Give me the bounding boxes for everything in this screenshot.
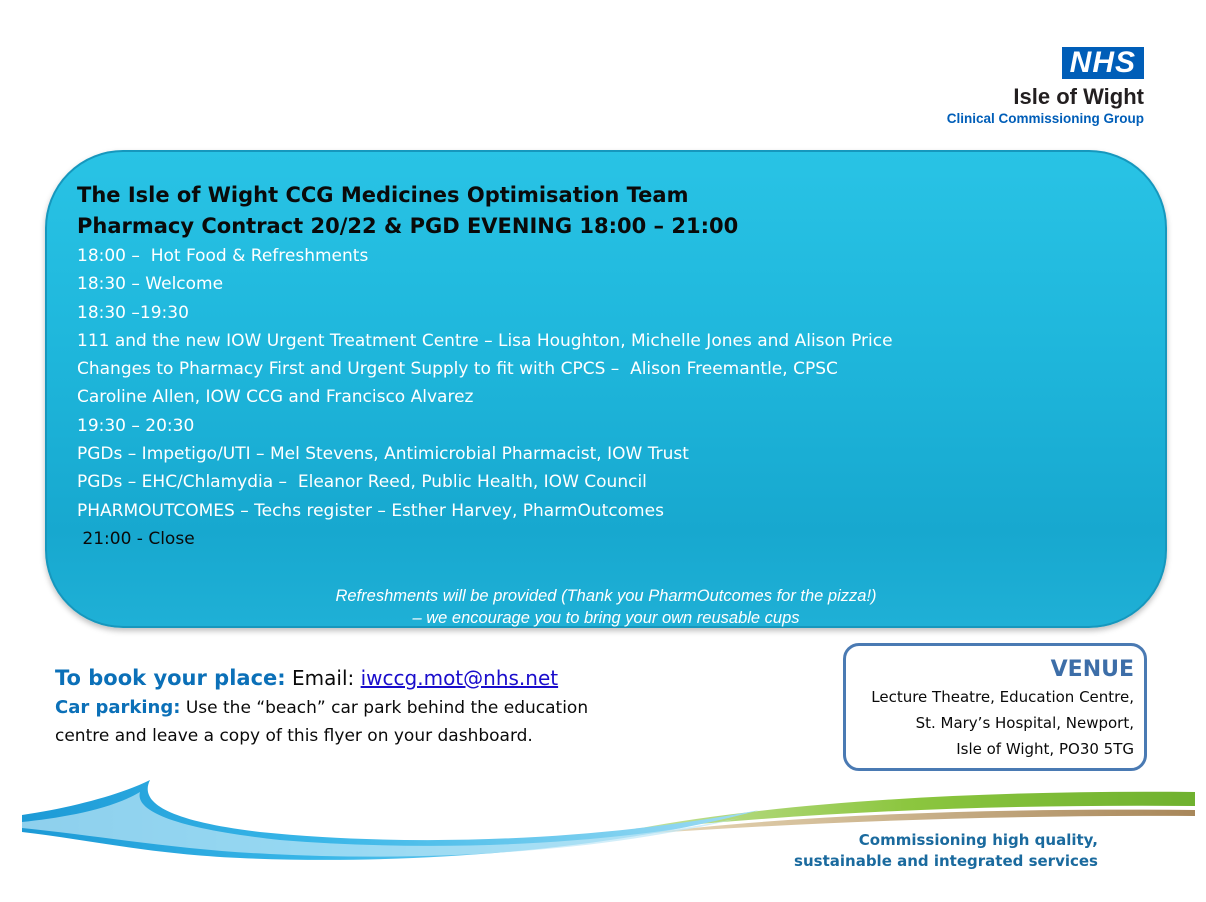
- org-name: Isle of Wight: [1013, 84, 1144, 109]
- programme-title: The Isle of Wight CCG Medicines Optimisation Team: [77, 183, 689, 207]
- agenda-item: PGDs – Impetigo/UTI – Mel Stevens, Antimicrobial Pharmacist, IOW Trust: [77, 444, 689, 465]
- venue-line: Isle of Wight, PO30 5TG: [956, 740, 1134, 758]
- booking-label: To book your place:: [55, 666, 286, 690]
- parking-line: centre and leave a copy of this flyer on your dashboard.: [55, 726, 533, 746]
- agenda-item: PGDs – EHC/Chlamydia – Eleanor Reed, Public Health, IOW Council: [77, 472, 647, 493]
- email-link[interactable]: iwccg.mot@nhs.net: [360, 666, 559, 690]
- agenda-item: 19:30 – 20:30: [77, 415, 195, 436]
- org-subtitle: Clinical Commissioning Group: [946, 111, 1144, 126]
- booking-line: [55, 662, 775, 694]
- venue-line: St. Mary’s Hospital, Newport,: [915, 714, 1134, 732]
- agenda-item: PHARMOUTCOMES – Techs register – Esther Harvey, PharmOutcomes: [77, 500, 664, 521]
- nhs-logo: [947, 47, 1144, 127]
- tagline-line: Commissioning high quality,: [858, 831, 1098, 849]
- refreshments-note-line: – we encourage you to bring your own reusable cups: [412, 609, 800, 627]
- venue-box: [843, 643, 1147, 771]
- footer-tagline: [794, 830, 1098, 872]
- programme-content: [77, 180, 1137, 553]
- venue-title: VENUE: [1050, 657, 1134, 682]
- refreshments-note-line: Refreshments will be provided (Thank you PharmOutcomes for the pizza!): [335, 587, 877, 605]
- venue-line: Lecture Theatre, Education Centre,: [871, 688, 1134, 706]
- tagline-line: sustainable and integrated services: [794, 852, 1098, 870]
- parking-line: [55, 694, 775, 722]
- agenda-item: Changes to Pharmacy First and Urgent Supply to fit with CPCS – Alison Freemantle, CPSC: [77, 359, 838, 380]
- agenda-item: 111 and the new IOW Urgent Treatment Centre – Lisa Houghton, Michelle Jones and Alison Price: [77, 330, 893, 351]
- agenda-item: 21:00 - Close: [77, 528, 195, 549]
- programme-panel: [45, 150, 1167, 628]
- agenda-item: 18:00 – Hot Food & Refreshments: [77, 246, 369, 266]
- booking-info: [55, 662, 775, 750]
- parking-label: Car parking:: [55, 697, 181, 718]
- email-prefix: Email:: [285, 666, 361, 690]
- nhs-badge: NHS: [1062, 47, 1144, 79]
- agenda-item: Caroline Allen, IOW CCG and Francisco Alvarez: [77, 387, 474, 408]
- refreshments-note: [47, 585, 1165, 629]
- programme-subtitle: Pharmacy Contract 20/22 & PGD EVENING 18:00 – 21:00: [77, 214, 739, 238]
- agenda-item: 18:30 –19:30: [77, 302, 189, 323]
- agenda-item: 18:30 – Welcome: [77, 274, 224, 295]
- parking-text: Use the “beach” car park behind the education: [180, 698, 589, 718]
